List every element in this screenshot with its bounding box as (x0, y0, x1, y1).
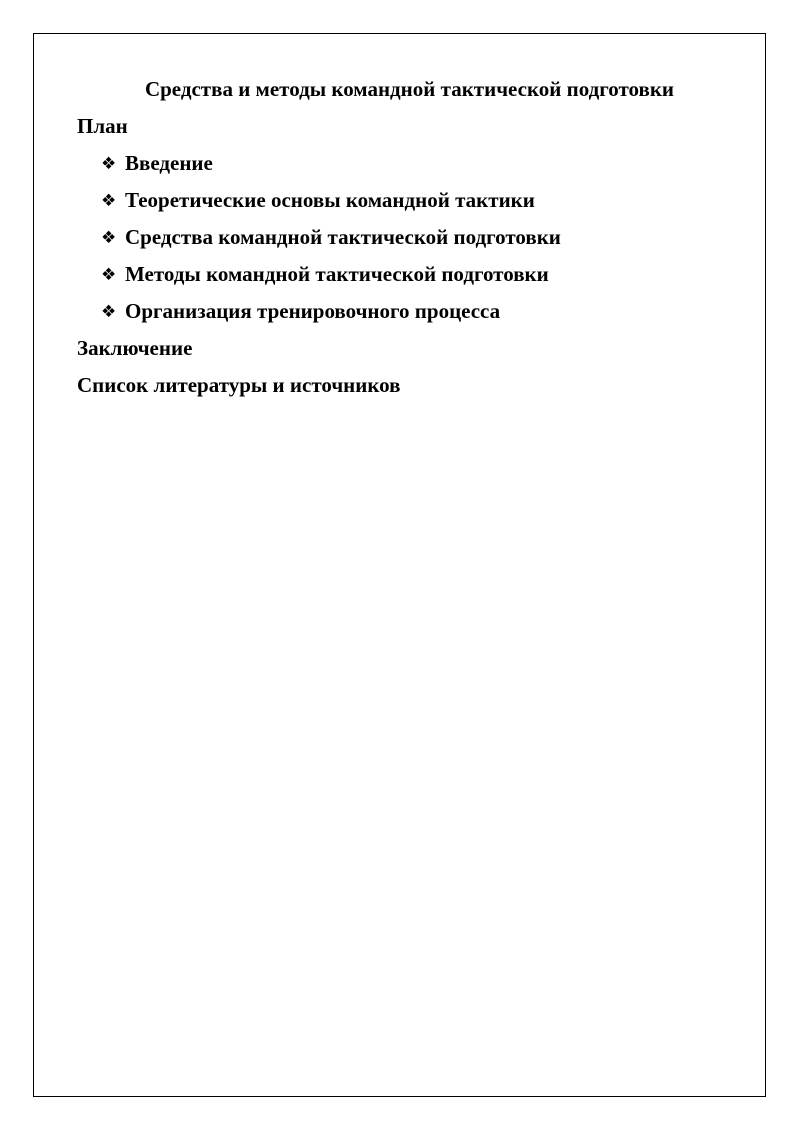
conclusion-heading: Заключение (77, 336, 193, 360)
diamond-bullet-icon: ❖ (101, 228, 117, 248)
diamond-bullet-icon: ❖ (101, 191, 117, 211)
plan-item-label: Теоретические основы командной тактики (125, 188, 535, 212)
plan-item (101, 150, 213, 177)
plan-item-label: Организация тренировочного процесса (125, 299, 501, 323)
plan-item (101, 187, 535, 214)
plan-item (101, 261, 549, 288)
plan-item-label: Средства командной тактической подготовки (125, 225, 561, 249)
diamond-bullet-icon: ❖ (101, 265, 117, 285)
plan-item (101, 298, 500, 325)
diamond-bullet-icon: ❖ (101, 154, 117, 174)
references-heading: Список литературы и источников (77, 373, 401, 397)
plan-heading: План (77, 114, 128, 138)
plan-item-label: Введение (125, 151, 213, 175)
document-title: Средства и методы командной тактической подготовки (144, 77, 675, 101)
plan-item (101, 224, 561, 251)
plan-item-label: Методы командной тактической подготовки (125, 262, 549, 286)
diamond-bullet-icon: ❖ (101, 302, 117, 322)
